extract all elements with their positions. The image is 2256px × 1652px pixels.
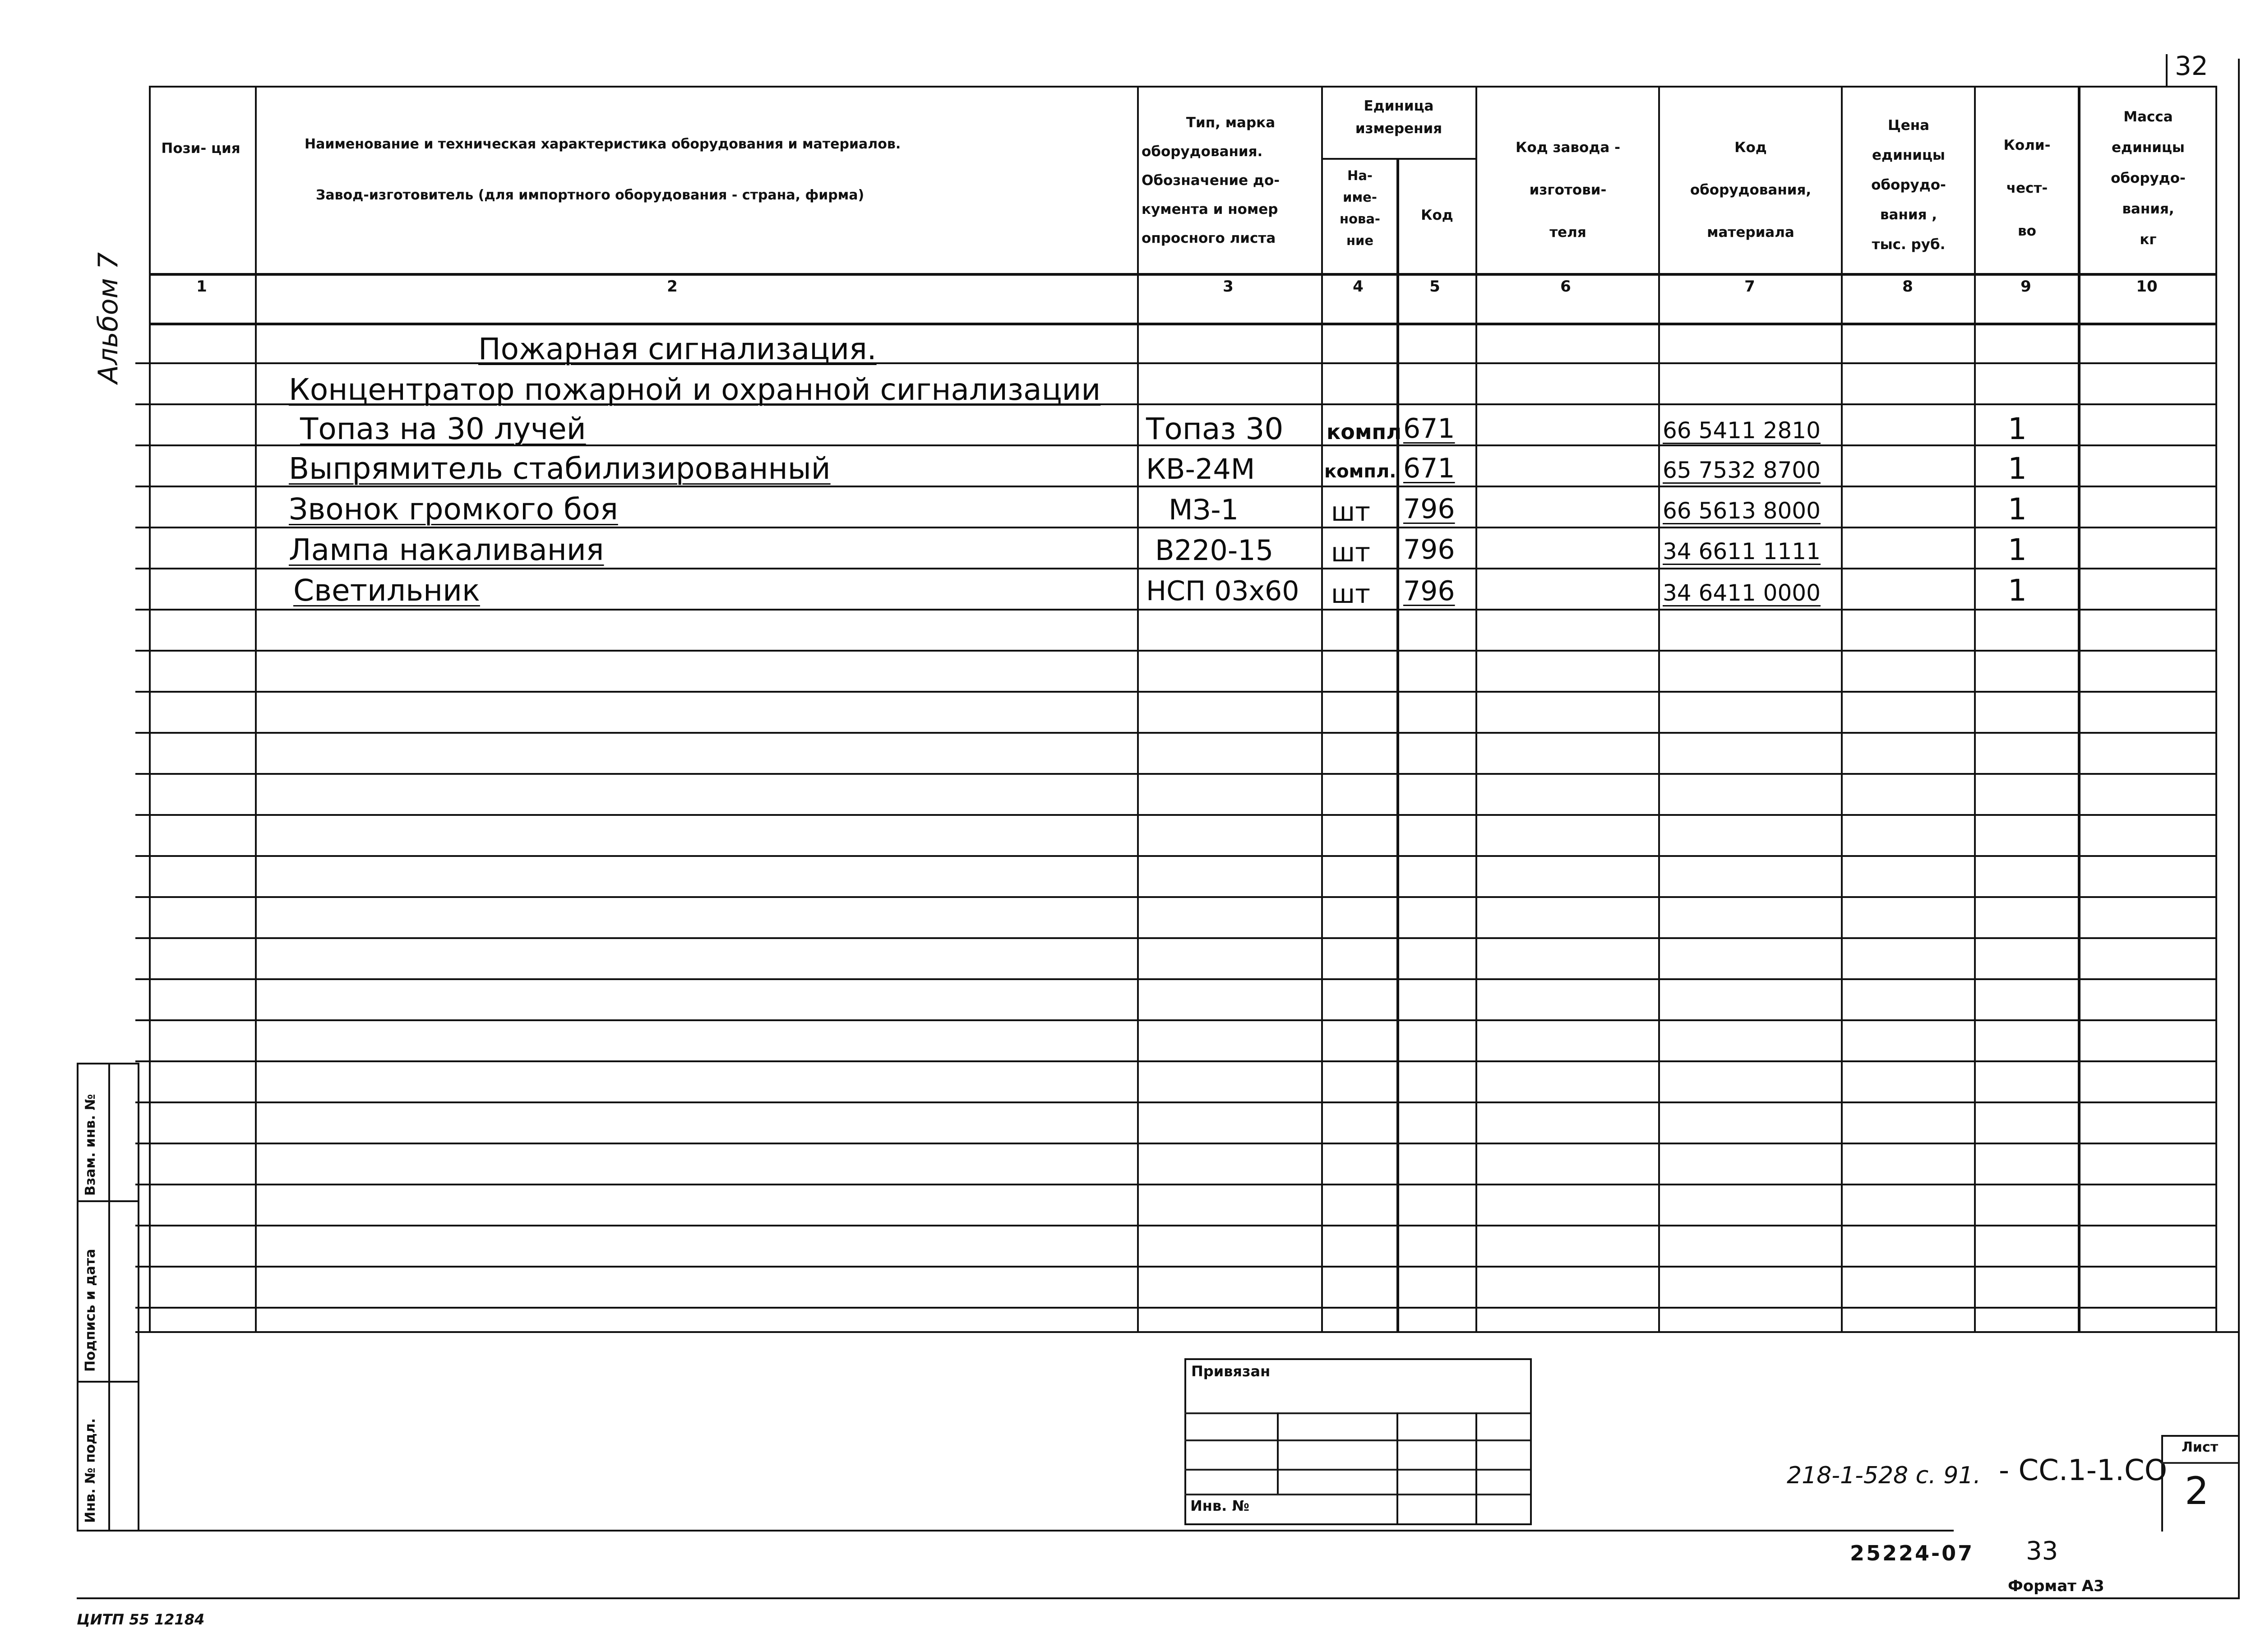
table-row-type: МЗ-1 — [1169, 493, 1239, 526]
header-mass-line: единицы — [2112, 139, 2185, 156]
table-row-line — [135, 527, 2215, 528]
header-name-line2: Завод-изготовитель (для импортного оборудования - страна, фирма) — [316, 187, 864, 203]
table-row-line — [135, 1307, 2215, 1309]
header-unit-line: име- — [1343, 190, 1377, 205]
table-row-unit-code: 671 — [1403, 413, 1455, 444]
header-qty-line: чест- — [2006, 180, 2048, 196]
table-row-type: НСП 03х60 — [1146, 575, 1299, 607]
colnum-10: 10 — [2136, 278, 2158, 296]
table-row-line — [135, 362, 2215, 364]
table-row-line — [135, 1184, 2215, 1185]
stamp-row-1 — [1184, 1412, 1530, 1414]
table-row-unit-code: 796 — [1403, 493, 1455, 525]
header-factory-line: Код завода - — [1516, 139, 1620, 156]
table-row-line — [135, 896, 2215, 898]
col-line-9 — [2078, 86, 2080, 1331]
table-row-equip-code: 66 5613 8000 — [1663, 498, 1821, 524]
colnum-5: 5 — [1429, 278, 1440, 296]
frame-bottom-line — [77, 1597, 2240, 1599]
table-row-name: Звонок громкого боя — [289, 492, 618, 527]
margin-strip-div2 — [77, 1381, 138, 1383]
table-row-equip-code: 66 5411 2810 — [1663, 417, 1821, 444]
colnum-8: 8 — [1902, 278, 1913, 296]
col-line-2 — [1137, 86, 1139, 1331]
header-type-line: кумента и номер — [1142, 201, 1278, 217]
table-row-type: Топаз 30 — [1146, 412, 1284, 446]
header-type-line: Тип, марка — [1186, 115, 1276, 131]
margin-strip-left — [77, 1063, 79, 1530]
header-unit-line: нова- — [1340, 211, 1380, 227]
table-row-line — [135, 937, 2215, 939]
table-row-name: Концентратор пожарной и охранной сигнализации — [289, 372, 1101, 407]
header-mass-line: вания, — [2122, 201, 2174, 217]
colnum-1: 1 — [196, 278, 207, 296]
margin-strip-inner — [108, 1063, 110, 1530]
header-quantity — [1976, 124, 2078, 253]
col-line-4 — [1396, 158, 1399, 1331]
table-row-equip-code: 34 6411 0000 — [1663, 580, 1821, 606]
header-price-line: оборудо- — [1871, 177, 1946, 193]
table-row-unit-code: 796 — [1403, 534, 1455, 565]
header-unit-line: На- — [1347, 168, 1373, 183]
table-row-line — [135, 609, 2215, 611]
footer-order-no: 25224-07 — [1850, 1541, 1974, 1565]
colnum-9: 9 — [2020, 278, 2031, 296]
colnum-3: 3 — [1223, 278, 1234, 296]
header-factory-line: изготови- — [1529, 182, 1607, 198]
table-row-unit: шт — [1331, 537, 1370, 568]
stamp-code: - СС.1-1.СО — [1999, 1454, 2168, 1487]
header-mass — [2081, 102, 2215, 255]
header-mass-line: кг — [2140, 231, 2157, 248]
header-unit-code: Код — [1421, 207, 1453, 223]
header-factory-code — [1480, 126, 1656, 254]
sheet-number: 2 — [2185, 1469, 2209, 1513]
header-price-line: вания , — [1880, 207, 1937, 223]
side-label-signature-date: Подпись и дата — [83, 1249, 98, 1372]
colnum-4: 4 — [1353, 278, 1364, 296]
table-row-line — [135, 691, 2215, 693]
header-equip-line: оборудования, — [1690, 182, 1812, 198]
table-row-name: Лампа накаливания — [289, 532, 604, 567]
stamp-bound-label: Привязан — [1191, 1363, 1271, 1380]
header-qty-line: во — [2018, 223, 2036, 239]
header-type-line: опросного листа — [1142, 230, 1276, 246]
stamp-row-4 — [1184, 1494, 1530, 1495]
table-row-unit-code: 671 — [1403, 453, 1455, 484]
table-row-name: Светильник — [293, 573, 480, 608]
header-equip-line: Код — [1734, 139, 1767, 156]
col-line-8 — [1974, 86, 1976, 1331]
col-line-7 — [1841, 86, 1843, 1331]
sheet-bottom-rule — [77, 1530, 1954, 1532]
stamp-top-line — [135, 1331, 2240, 1333]
sheet-box-divider — [2161, 1462, 2238, 1464]
col-line-6 — [1658, 86, 1660, 1331]
table-row-qty: 1 — [2008, 573, 2027, 608]
stamp-inv-label: Инв. № — [1190, 1497, 1249, 1514]
header-qty-line: Коли- — [2003, 137, 2051, 153]
header-unit-line: ние — [1346, 233, 1374, 248]
col-line-10 — [2215, 86, 2217, 1331]
footer-format: Формат А3 — [2008, 1577, 2104, 1595]
sheet-label: Лист — [2182, 1439, 2219, 1455]
header-name-line1: Наименование и техническая характеристика оборудования и материалов. — [305, 136, 901, 152]
table-row-unit: компл — [1327, 420, 1401, 444]
table-row-section-title: Пожарная сигнализация. — [478, 332, 877, 366]
header-bottom-line — [149, 273, 2215, 276]
table-row-qty: 1 — [2008, 492, 2027, 527]
table-row-line — [135, 1266, 2215, 1268]
side-label-original-inv: Инв. № подл. — [83, 1418, 98, 1523]
table-row-line — [135, 978, 2215, 980]
colnum-6: 6 — [1560, 278, 1571, 296]
table-row-unit: шт — [1331, 496, 1370, 527]
footer-printer-mark: ЦИТП 55 12184 — [77, 1611, 205, 1628]
album-label: Альбом 7 — [92, 252, 124, 384]
stamp-col-3 — [1475, 1412, 1477, 1523]
stamp-col-1 — [1277, 1412, 1279, 1494]
header-mass-line: оборудо- — [2111, 170, 2186, 186]
header-unit-group: Единица измерения — [1355, 98, 1442, 137]
header-equip-line: материала — [1707, 224, 1794, 241]
table-row-type: В220-15 — [1155, 534, 1274, 567]
table-row-unit: компл. — [1324, 461, 1396, 482]
frame-right-line — [2238, 59, 2240, 1597]
col-line-0 — [149, 86, 151, 1331]
header-price-line: тыс. руб. — [1872, 236, 1946, 253]
table-row-equip-code: 65 7532 8700 — [1663, 457, 1821, 483]
header-equipment-code — [1663, 126, 1839, 254]
header-position: Пози- ция — [161, 140, 240, 157]
header-price-line: единицы — [1872, 147, 1945, 163]
table-row-line — [135, 1225, 2215, 1226]
table-row-line — [135, 855, 2215, 857]
page-number: 32 — [2175, 51, 2208, 81]
frame-top-line — [149, 86, 2215, 88]
header-type — [1142, 108, 1320, 253]
table-row-qty: 1 — [2008, 412, 2027, 446]
header-mass-line: Масса — [2123, 109, 2173, 125]
col-line-5 — [1475, 86, 1477, 1331]
unit-group-divider — [1321, 158, 1475, 160]
table-row-unit-code: 796 — [1403, 575, 1455, 607]
stamp-designation: 218-1-528 с. 91. — [1787, 1462, 1981, 1489]
side-label-replaced-inv: Взам. инв. № — [83, 1094, 98, 1196]
table-row-name: Выпрямитель стабилизированный — [289, 451, 831, 486]
header-price-line: Цена — [1887, 117, 1930, 134]
table-row-line — [135, 568, 2215, 569]
stamp-row-3 — [1184, 1469, 1530, 1471]
table-row-qty: 1 — [2008, 451, 2027, 486]
table-row-line — [135, 732, 2215, 734]
colnum-bottom-line — [149, 323, 2215, 325]
col-line-1 — [255, 86, 257, 1331]
table-row-line — [135, 814, 2215, 816]
header-factory-line: теля — [1549, 224, 1586, 241]
header-price — [1843, 111, 1974, 259]
colnum-7: 7 — [1744, 278, 1755, 296]
margin-strip-right — [138, 1063, 139, 1530]
margin-strip-div1 — [77, 1200, 138, 1202]
table-row-line — [135, 1019, 2215, 1021]
table-row-qty: 1 — [2008, 532, 2027, 567]
table-row-equip-code: 34 6611 1111 — [1663, 538, 1821, 565]
stamp-col-2 — [1396, 1412, 1398, 1523]
footer-extra-no: 33 — [2026, 1536, 2058, 1566]
col-line-3 — [1321, 86, 1323, 1331]
header-unit-name — [1324, 165, 1396, 251]
table-row-unit: шт — [1331, 578, 1370, 609]
table-row-line — [135, 1143, 2215, 1144]
table-row-line — [135, 773, 2215, 775]
page-number-tick — [2166, 54, 2168, 86]
colnum-2: 2 — [667, 278, 678, 296]
table-row-line — [135, 1060, 2215, 1062]
margin-strip-top — [77, 1063, 138, 1064]
table-row-line — [135, 650, 2215, 652]
stamp-row-2 — [1184, 1439, 1530, 1441]
table-row-type: КВ-24М — [1146, 453, 1255, 486]
header-type-line: Обозначение до- — [1142, 172, 1280, 189]
header-type-line: оборудования. — [1142, 143, 1263, 160]
table-row-line — [135, 1101, 2215, 1103]
table-row-name: Топаз на 30 лучей — [300, 412, 586, 446]
